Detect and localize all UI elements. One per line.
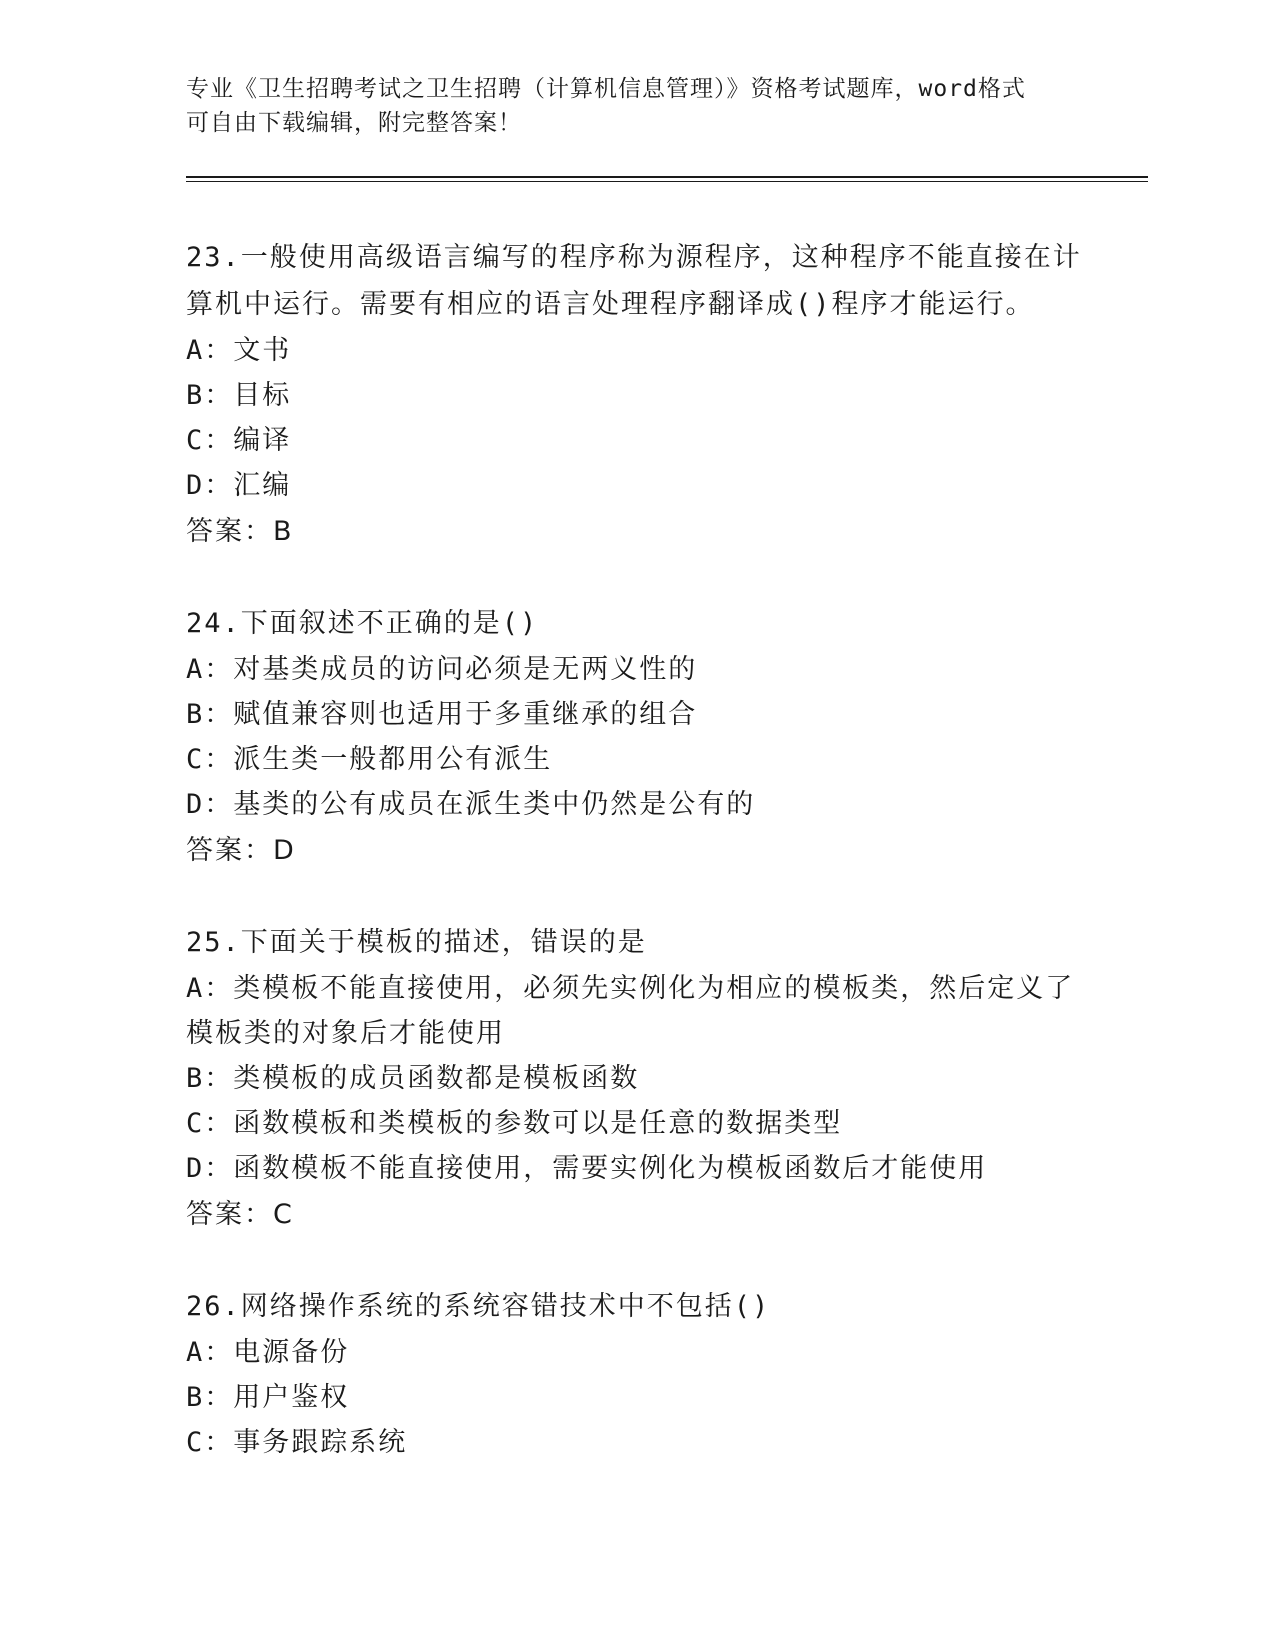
document-header (186, 72, 1086, 140)
question-stem: 26.网络操作系统的系统容错技术中不包括() (186, 1291, 771, 1322)
answer: 答案：C (186, 1199, 294, 1230)
option-b: B：类模板的成员函数都是模板函数 (186, 1063, 640, 1094)
header-title-line-2: 可自由下载编辑，附完整答案！ (186, 110, 522, 136)
option-b: B：赋值兼容则也适用于多重继承的组合 (186, 699, 698, 730)
option-d: D：汇编 (186, 470, 292, 501)
question-26 (186, 1283, 1086, 1465)
header-divider (186, 176, 1148, 178)
option-b: B：用户鉴权 (186, 1382, 350, 1413)
option-c: C：编译 (186, 425, 292, 456)
question-23 (186, 234, 1086, 555)
question-25 (186, 919, 1086, 1238)
option-a: A：文书 (186, 335, 292, 366)
option-b: B：目标 (186, 380, 292, 411)
question-stem: 24.下面叙述不正确的是() (186, 608, 539, 639)
option-c: C：事务跟踪系统 (186, 1427, 408, 1458)
answer: 答案：D (186, 835, 296, 866)
question-24 (186, 600, 1086, 874)
option-d: D：函数模板不能直接使用，需要实例化为模板函数后才能使用 (186, 1153, 988, 1184)
option-c: C：派生类一般都用公有派生 (186, 744, 553, 775)
option-a: A：对基类成员的访问必须是无两义性的 (186, 654, 698, 685)
header-title-line-1: 专业《卫生招聘考试之卫生招聘（计算机信息管理）》资格考试题库，word格式 (186, 76, 1026, 102)
question-stem: 25.下面关于模板的描述，错误的是 (186, 927, 647, 958)
option-a: A：类模板不能直接使用，必须先实例化为相应的模板类，然后定义了模板类的对象后才能使用 (186, 973, 1075, 1049)
question-list (186, 234, 1086, 1465)
option-d: D：基类的公有成员在派生类中仍然是公有的 (186, 789, 756, 820)
header-divider-thin (186, 181, 1148, 182)
answer: 答案：B (186, 516, 294, 547)
option-c: C：函数模板和类模板的参数可以是任意的数据类型 (186, 1108, 843, 1139)
question-stem: 23.一般使用高级语言编写的程序称为源程序，这种程序不能直接在计算机中运行。需要有相应的语言处理程序翻译成()程序才能运行。 (186, 242, 1082, 320)
option-a: A：电源备份 (186, 1337, 350, 1368)
